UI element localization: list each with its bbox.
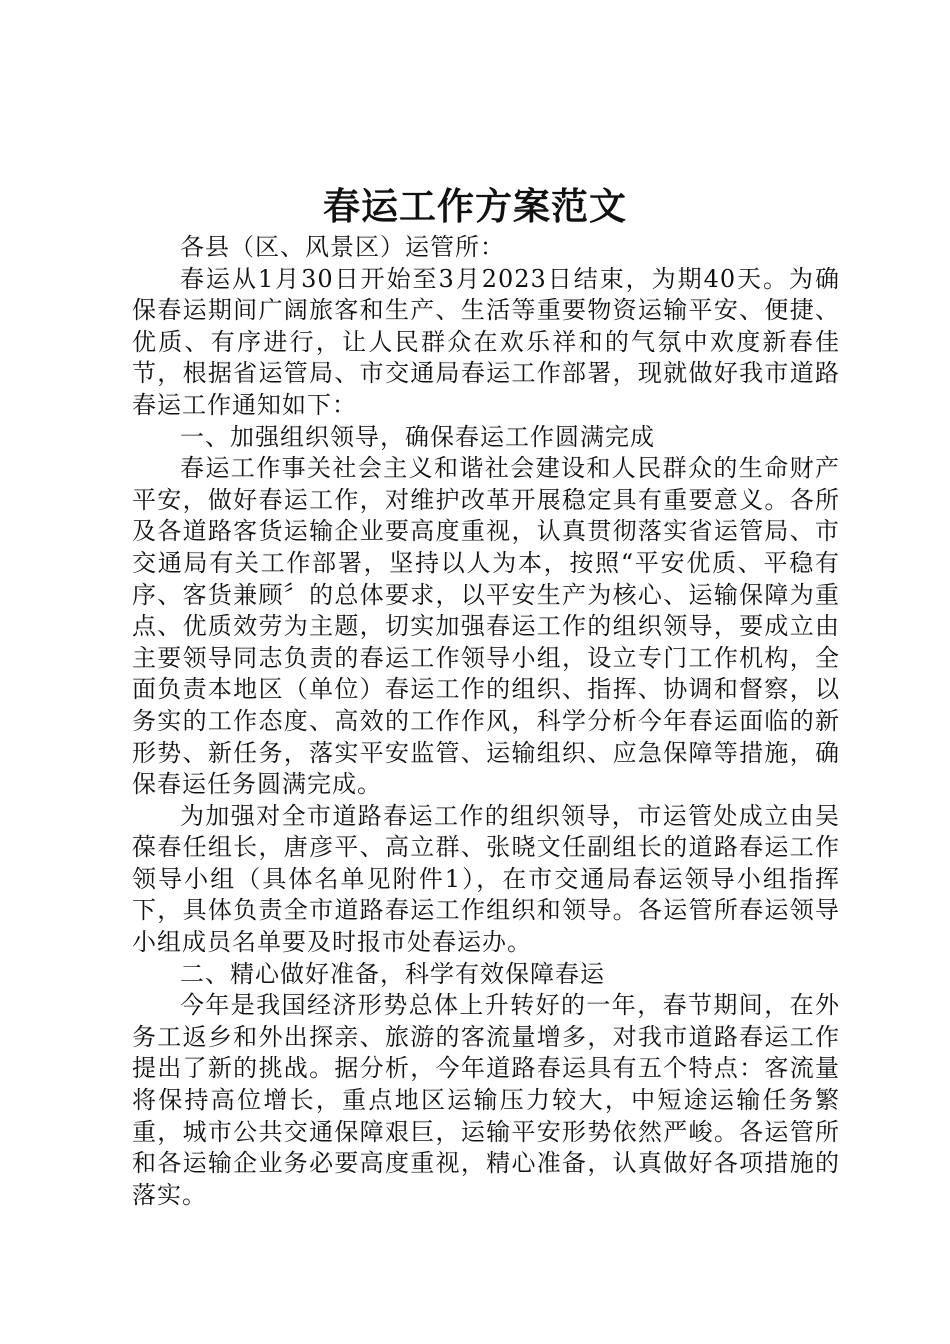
paragraph-intro: 春运从1月30日开始至3月2023日结束，为期40天。为确保春运期间广阔旅客和生产、生活等重要物资运输平安、便捷、优质、有序进行，让人民群众在欢乐祥和的气氛中欢度新春佳节，根据省运管局、市交通局春运工作部署，现就做好我市道路春运工作通知如下：	[132, 264, 840, 419]
section-heading-2: 二、精心做好准备，科学有效保障春运	[180, 959, 605, 988]
paragraph: 为加强对全市道路春运工作的组织领导，市运管处成立由吴葆春任组长，唐彦平、高立群、张晓文任副组长的道路春运工作领导小组（具体名单见附件1），在市交通局春运领导小组指挥下，具体负责全市道路春运工作组织和领导。各运管所春运领导小组成员名单要及时报市处春运办。	[132, 801, 840, 957]
paragraph: 今年是我国经济形势总体上升转好的一年，春节期间，在外务工返乡和外出探亲、旅游的客流量增多，对我市道路春运工作提出了新的挑战。据分析，今年道路春运具有五个特点：客流量将保持高位增长，重点地区运输压力较大，中短途运输任务繁重，城市公共交通保障艰巨，运输平安形势依然严峻。各运管所和各运输企业务必要高度重视，精心准备，认真做好各项措施的落实。	[132, 991, 840, 1209]
document-body	[132, 232, 840, 1211]
paragraph: 春运工作事关社会主义和谐社会建设和人民群众的生命财产平安，做好春运工作，对维护改革开展稳定具有重要意义。各所及各道路客货运输企业要高度重视，认真贯彻落实省运管局、市交通局有关工作部署，坚持以人为本，按照“平安优质、平稳有序、客货兼顾〞的总体要求，以平安生产为核心、运输保障为重点、优质效劳为主题，切实加强春运工作的组织领导，要成立由主要领导同志负责的春运工作领导小组，设立专门工作机构，全面负责本地区（单位）春运工作的组织、指挥、协调和督察，以务实的工作态度、高效的工作作风，科学分析今年春运面临的新形势、新任务，落实平安监管、运输组织、应急保障等措施，确保春运任务圆满完成。	[132, 454, 840, 799]
section-heading-1: 一、加强组织领导，确保春运工作圆满完成	[180, 422, 655, 451]
salutation: 各县（区、风景区）运管所：	[180, 233, 505, 261]
document-title: 春运工作方案范文	[323, 184, 627, 228]
